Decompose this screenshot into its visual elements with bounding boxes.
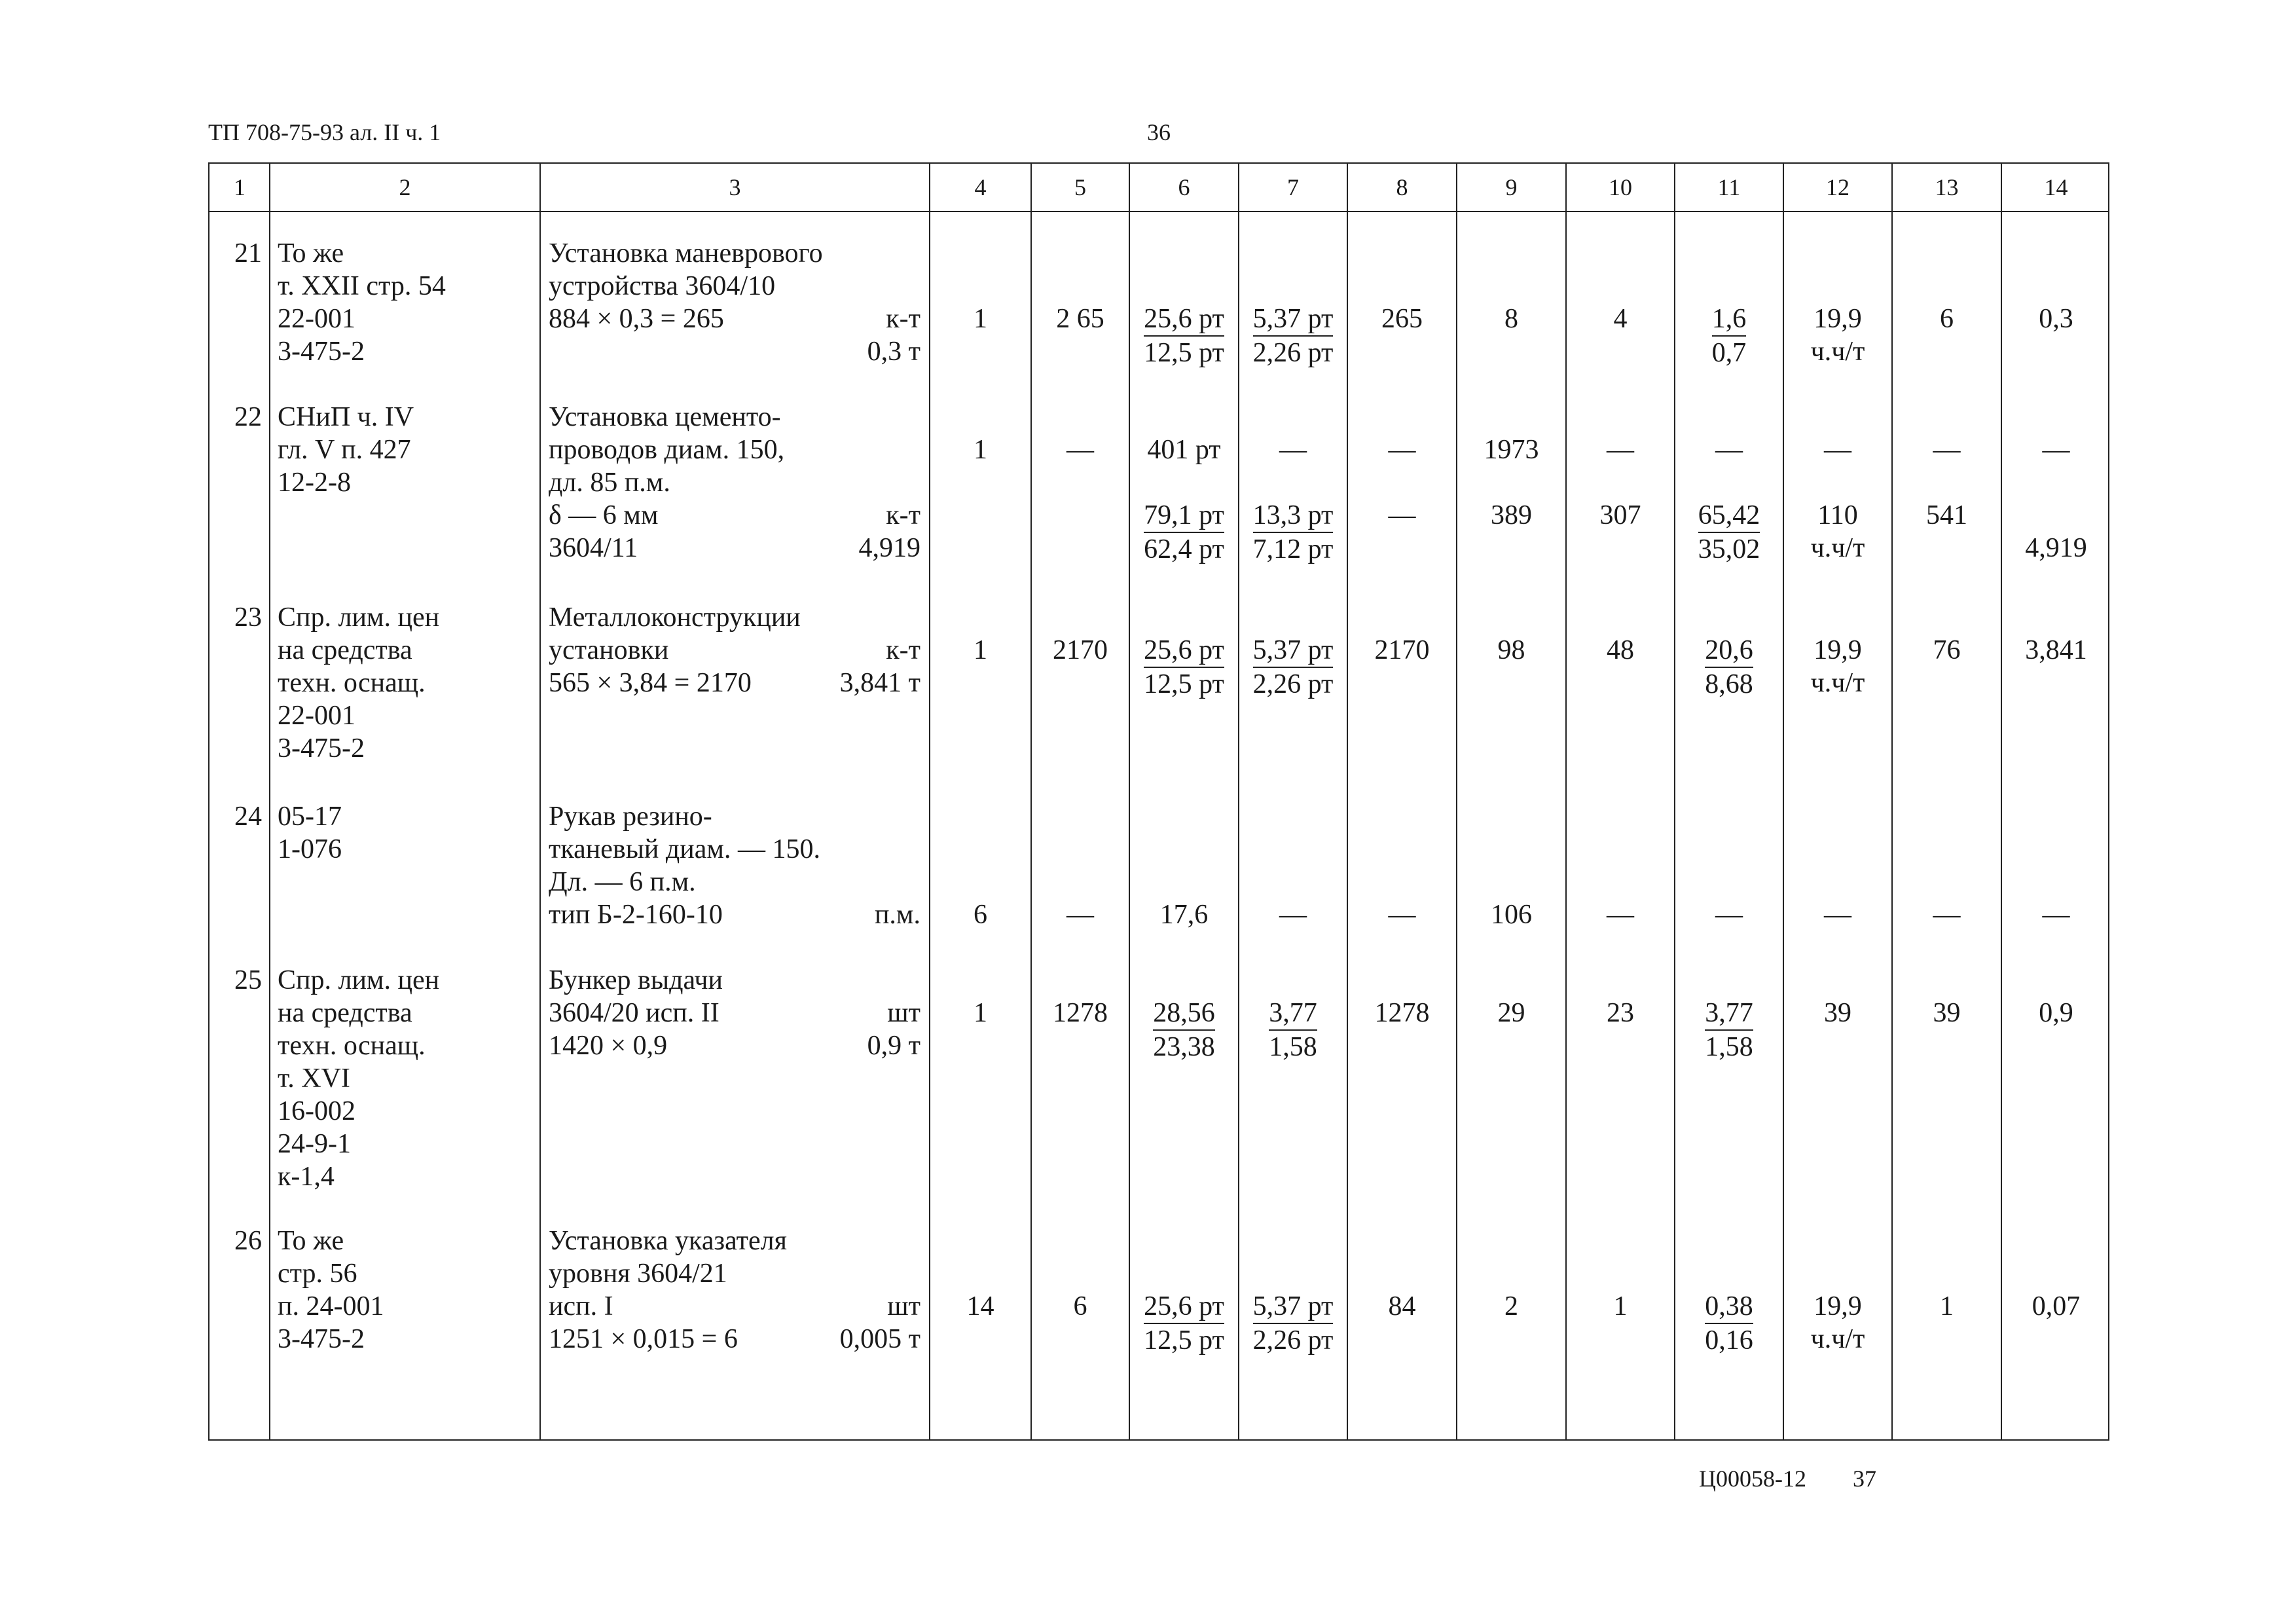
row-basis-line: То же [278,238,344,268]
row-cell-c11 [1675,1290,1783,1357]
row-basis-line: т. XVI [278,1063,350,1094]
row-description-line: 1251 × 0,015 = 6 [549,1324,738,1354]
row-basis-line: на средства [278,635,412,665]
row-cell-c7 [1239,997,1347,1063]
row-description-line: 3604/20 исп. II [549,998,720,1028]
estimate-table [208,162,2109,1441]
row-cell-c5: — [1066,900,1094,930]
row-basis-line: 05-17 [278,802,342,832]
row-description-line: 565 × 3,84 = 2170 [549,668,752,698]
row-cell-c6-denominator: 12,5 рт [1144,669,1224,699]
row-cell-c13: 1 [1940,1291,1954,1321]
row-cell-c12: — [1824,435,1851,465]
row-cell-c4: 6 [974,900,987,930]
column-header: 11 [1717,174,1741,200]
row-cell-c9: 29 [1497,998,1525,1028]
row-description-line: Бункер выдачи [549,965,723,995]
row-cell-c6: 17,6 [1159,900,1209,930]
row-cell-c6-denominator: 62,4 рт [1144,534,1224,564]
row-basis-line: 3-475-2 [278,733,365,764]
row-cell-c6 [1129,499,1239,566]
row-cell-c12: 39 [1824,998,1851,1028]
column-header: 1 [234,174,246,200]
row-cell-c12: 19,9 [1813,1291,1862,1321]
row-cell-c6-numerator: 25,6 рт [1144,1290,1224,1324]
row-number: 22 [234,402,262,432]
row-basis-line: 24-9-1 [278,1129,351,1159]
row-cell-c8: 2170 [1374,635,1430,665]
row-cell-c5: — [1066,435,1094,465]
page-number: 36 [1147,119,1171,145]
row-cell-c11-denominator: 35,02 [1698,534,1760,564]
row-unit: к-т [886,635,920,665]
column-header: 5 [1074,174,1086,200]
row-basis-line: к-1,4 [278,1162,335,1192]
row-cell-c14: 0,07 [2032,1291,2081,1321]
row-unit: п.м. [874,900,920,930]
row-cell-c10: 23 [1607,998,1634,1028]
row-description-line: тканевый диам. — 150. [549,834,820,864]
column-divider [2001,164,2002,1439]
row-cell-c14: — [2042,435,2070,465]
row-cell-c13: 76 [1933,635,1961,665]
row-cell-c11-numerator: 1,6 [1712,303,1747,337]
row-basis-line: 1-076 [278,834,342,864]
row-cell-c14: 0,9 [2039,998,2073,1028]
row-cell-c7-denominator: 2,26 рт [1252,669,1334,699]
row-cell-c6 [1129,634,1239,701]
row-cell-c12: ч.ч/т [1810,668,1865,698]
row-cell-c11 [1675,499,1783,566]
row-cell-c14: 3,841 [2025,635,2087,665]
row-cell-c12: 19,9 [1813,304,1862,334]
row-cell-c13: 541 [1926,500,1967,530]
row-cell-c9: 2 [1504,1291,1518,1321]
row-cell-c11-denominator: 1,58 [1705,1032,1753,1062]
row-cell-c10: 307 [1599,500,1641,530]
column-header: 14 [2044,174,2068,200]
row-cell-c7-numerator: 13,3 рт [1253,499,1334,533]
row-cell-c7-denominator: 2,26 рт [1252,338,1334,368]
header-divider [210,211,2108,212]
row-cell-c6: 401 рт [1147,435,1221,465]
row-number: 24 [234,802,262,832]
row-cell-c11-numerator: 0,38 [1705,1290,1753,1324]
row-cell-c11 [1675,997,1783,1063]
column-header: 12 [1826,174,1850,200]
row-cell-c12: ч.ч/т [1810,533,1865,563]
row-basis-line: стр. 56 [278,1259,357,1289]
column-header: 3 [729,174,741,200]
row-cell-c5: 2170 [1053,635,1108,665]
row-cell-c12: 110 [1817,500,1858,530]
row-cell-c5: 6 [1073,1291,1087,1321]
row-cell-c10: 4 [1613,304,1628,334]
row-cell-c7: — [1279,435,1307,465]
row-cell-c14: 4,919 [2025,533,2087,563]
row-cell-c9: 8 [1504,304,1518,334]
row-cell-c10: 48 [1607,635,1634,665]
row-cell-c11 [1675,634,1783,701]
row-cell-c13: — [1933,435,1961,465]
column-divider [1565,164,1567,1439]
row-cell-c6-numerator: 28,56 [1153,997,1215,1031]
row-cell-c13: 6 [1940,304,1954,334]
column-header: 4 [974,174,987,200]
row-cell-c10: — [1607,435,1634,465]
row-basis-line: 3-475-2 [278,1324,365,1354]
row-cell-c12: ч.ч/т [1810,1324,1865,1354]
row-cell-c6-denominator: 12,5 рт [1144,338,1224,368]
row-basis-line: Спр. лим. цен [278,965,440,995]
row-cell-c4: 1 [974,435,987,465]
column-divider [269,164,270,1439]
row-unit: 3,841 т [839,668,920,698]
row-description-line: устройства 3604/10 [549,271,776,301]
row-basis-line: СНиП ч. IV [278,402,414,432]
row-cell-c11-denominator: 8,68 [1705,669,1753,699]
row-number: 21 [234,238,262,268]
row-cell-c11-numerator: 20,6 [1705,634,1753,668]
row-cell-c11 [1675,303,1783,369]
row-basis-line: гл. V п. 427 [278,435,411,465]
row-cell-c4: 14 [966,1291,994,1321]
row-cell-c6 [1129,997,1239,1063]
row-cell-c7-denominator: 2,26 рт [1252,1325,1334,1356]
row-description-line: δ — 6 мм [549,500,659,530]
row-cell-c7 [1239,303,1347,369]
row-basis-line: техн. оснащ. [278,1031,426,1061]
row-cell-c7-numerator: 5,37 рт [1253,1290,1334,1324]
row-cell-c6-denominator: 23,38 [1153,1032,1215,1062]
row-cell-c9: 389 [1491,500,1532,530]
row-description-line: установки [549,635,669,665]
row-basis-line: на средства [278,998,412,1028]
row-basis-line: То же [278,1226,344,1256]
row-number: 23 [234,602,262,633]
row-cell-c6-numerator: 79,1 рт [1144,499,1224,533]
column-divider [1456,164,1457,1439]
column-header: 9 [1505,174,1518,200]
row-cell-c8: 84 [1388,1291,1416,1321]
footer-code: Ц00058-12 [1699,1466,1806,1492]
row-cell-c7-numerator: 5,37 рт [1253,634,1334,668]
row-unit: 0,3 т [867,337,920,367]
footer-page-number: 37 [1853,1466,1876,1492]
row-cell-c5: 1278 [1053,998,1108,1028]
row-cell-c4: 1 [974,304,987,334]
row-number: 25 [234,965,262,995]
row-description-line: 1420 × 0,9 [549,1031,668,1061]
row-cell-c12: — [1824,900,1851,930]
row-unit: шт [887,998,920,1028]
row-basis-line: 12-2-8 [278,468,351,498]
row-basis-line: п. 24-001 [278,1291,384,1321]
row-cell-c11-denominator: 0,7 [1711,338,1747,368]
row-cell-c7 [1239,634,1347,701]
row-unit: шт [887,1291,920,1321]
row-basis-line: 22-001 [278,304,355,334]
row-cell-c11-numerator: 65,42 [1698,499,1760,533]
row-cell-c7-denominator: 1,58 [1269,1032,1317,1062]
row-basis-line: т. XXII стр. 54 [278,271,446,301]
row-description-line: уровня 3604/21 [549,1259,727,1289]
row-cell-c6 [1129,1290,1239,1357]
row-number: 26 [234,1226,262,1256]
row-basis-line: 3-475-2 [278,337,365,367]
row-description-line: Установка маневрового [549,238,823,268]
column-header: 6 [1178,174,1190,200]
row-cell-c8: — [1388,900,1416,930]
row-cell-c6-numerator: 25,6 рт [1144,303,1224,337]
column-divider [929,164,930,1439]
row-cell-c6-numerator: 25,6 рт [1144,634,1224,668]
row-cell-c8: — [1388,500,1416,530]
row-cell-c9: 98 [1497,635,1525,665]
row-basis-line: 22-001 [278,701,355,731]
row-cell-c7: — [1279,900,1307,930]
row-description-line: Дл. — 6 п.м. [549,867,696,897]
row-cell-c8: — [1388,435,1416,465]
row-unit: 0,005 т [839,1324,920,1354]
row-description-line: проводов диам. 150, [549,435,785,465]
row-cell-c14: — [2042,900,2070,930]
row-description-line: Установка цементо- [549,402,781,432]
row-unit: к-т [886,304,920,334]
row-description-line: 3604/11 [549,533,638,563]
row-cell-c12: ч.ч/т [1810,337,1865,367]
row-cell-c13: 39 [1933,998,1961,1028]
row-cell-c6 [1129,303,1239,369]
row-cell-c8: 265 [1381,304,1423,334]
row-cell-c10: 1 [1613,1291,1628,1321]
row-description-line: дл. 85 п.м. [549,468,670,498]
row-cell-c7-numerator: 5,37 рт [1253,303,1334,337]
row-description-line: 884 × 0,3 = 265 [549,304,724,334]
row-cell-c7-numerator: 3,77 [1269,997,1317,1031]
row-description-line: Рукав резино- [549,802,712,832]
column-header: 2 [399,174,411,200]
column-header: 13 [1935,174,1959,200]
row-cell-c11: — [1715,435,1743,465]
row-cell-c7 [1239,1290,1347,1357]
column-header: 7 [1287,174,1299,200]
row-cell-c7-denominator: 7,12 рт [1252,534,1334,564]
row-description-line: исп. I [549,1291,613,1321]
row-unit: 0,9 т [867,1031,920,1061]
row-cell-c5: 2 65 [1056,304,1104,334]
row-cell-c11-denominator: 0,16 [1705,1325,1753,1356]
row-basis-line: техн. оснащ. [278,668,426,698]
column-header: 10 [1609,174,1632,200]
row-cell-c6-denominator: 12,5 рт [1144,1325,1224,1356]
row-cell-c12: 19,9 [1813,635,1862,665]
row-basis-line: 16-002 [278,1096,355,1126]
row-cell-c7 [1239,499,1347,566]
row-unit: 4,919 [858,533,920,563]
row-cell-c4: 1 [974,998,987,1028]
row-unit: к-т [886,500,920,530]
column-header: 8 [1396,174,1408,200]
row-cell-c8: 1278 [1374,998,1430,1028]
column-divider [1030,164,1032,1439]
row-cell-c10: — [1607,900,1634,930]
row-cell-c13: — [1933,900,1961,930]
column-divider [539,164,541,1439]
row-description-line: Металлоконструкции [549,602,801,633]
row-cell-c11-numerator: 3,77 [1705,997,1753,1031]
row-basis-line: Спр. лим. цен [278,602,440,633]
row-cell-c14: 0,3 [2039,304,2073,334]
document-title: ТП 708-75-93 ал. II ч. 1 [208,119,441,145]
row-description-line: тип Б-2-160-10 [549,900,723,930]
row-cell-c9: 1973 [1484,435,1539,465]
row-cell-c4: 1 [974,635,987,665]
row-cell-c9: 106 [1491,900,1532,930]
row-cell-c11: — [1715,900,1743,930]
row-description-line: Установка указателя [549,1226,787,1256]
